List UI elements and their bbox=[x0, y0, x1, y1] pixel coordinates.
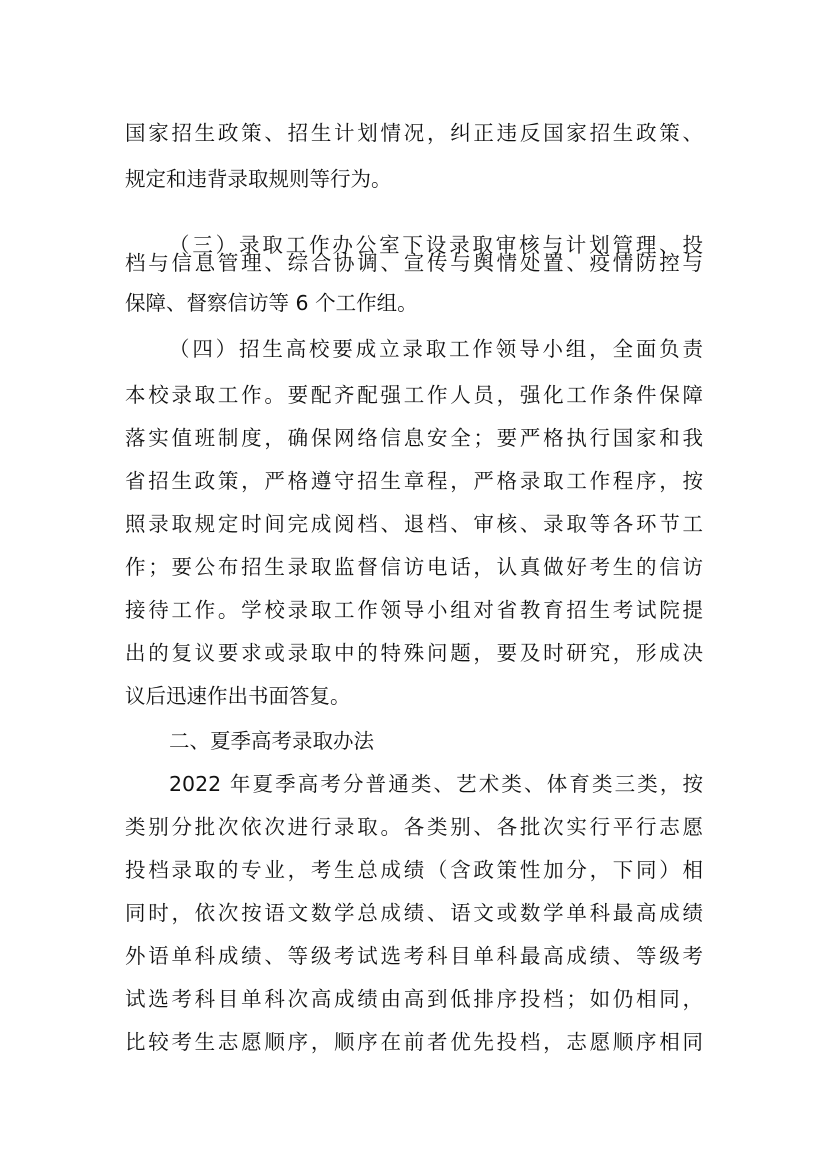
body-text-line: 省招生政策，严格遵守招生章程，严格录取工作程序，按 bbox=[125, 469, 703, 493]
body-text-line: 落实值班制度，确保网络信息安全；要严格执行国家和我 bbox=[125, 426, 703, 450]
body-text-line: 照录取规定时间完成阅档、退档、审核、录取等各环节工 bbox=[125, 512, 703, 536]
body-text-line: 国家招生政策、招生计划情况，纠正违反国家招生政策、 bbox=[125, 121, 703, 145]
body-text-line: 本校录取工作。要配齐配强工作人员，强化工作条件保障 bbox=[125, 383, 703, 407]
body-text-line: 2022 年夏季高考分普通类、艺术类、体育类三类，按 bbox=[169, 772, 703, 796]
section-heading: 二、夏季高考录取办法 bbox=[169, 729, 374, 753]
body-text-line: 议后迅速作出书面答复。 bbox=[125, 684, 351, 708]
body-text-line: 作；要公布招生录取监督信访电话，认真做好考生的信访 bbox=[125, 555, 703, 579]
body-text-line: 档与信息管理、综合协调、宣传与舆情处置、疫情防控与 bbox=[125, 251, 703, 275]
body-text-line: 投档录取的专业，考生总成绩（含政策性加分，下同）相 bbox=[125, 858, 703, 882]
body-text-line: 同时，依次按语文数学总成绩、语文或数学单科最高成绩 bbox=[125, 901, 703, 925]
body-text-line: 比较考生志愿顺序，顺序在前者优先投档，志愿顺序相同 bbox=[125, 1030, 703, 1054]
section-four-first-line: （四）招生高校要成立录取工作领导小组，全面负责 bbox=[169, 337, 703, 361]
body-text-line: 保障、督察信访等 6 个工作组。 bbox=[125, 291, 418, 315]
body-text-line: 出的复议要求或录取中的特殊问题，要及时研究，形成决 bbox=[125, 641, 703, 665]
body-text-line: 类别分批次依次进行录取。各类别、各批次实行平行志愿 bbox=[125, 815, 703, 839]
section-three-first-line: （三）录取工作办公室下设录取审核与计划管理、投 bbox=[169, 233, 703, 257]
body-text-line: 试选考科目单科次高成绩由高到低排序投档；如仍相同， bbox=[125, 987, 703, 1011]
body-text-line: 规定和违背录取规则等行为。 bbox=[125, 167, 392, 191]
body-text-line: 接待工作。学校录取工作领导小组对省教育招生考试院提 bbox=[125, 598, 703, 622]
body-text-line: 外语单科成绩、等级考试选考科目单科最高成绩、等级考 bbox=[125, 944, 703, 968]
